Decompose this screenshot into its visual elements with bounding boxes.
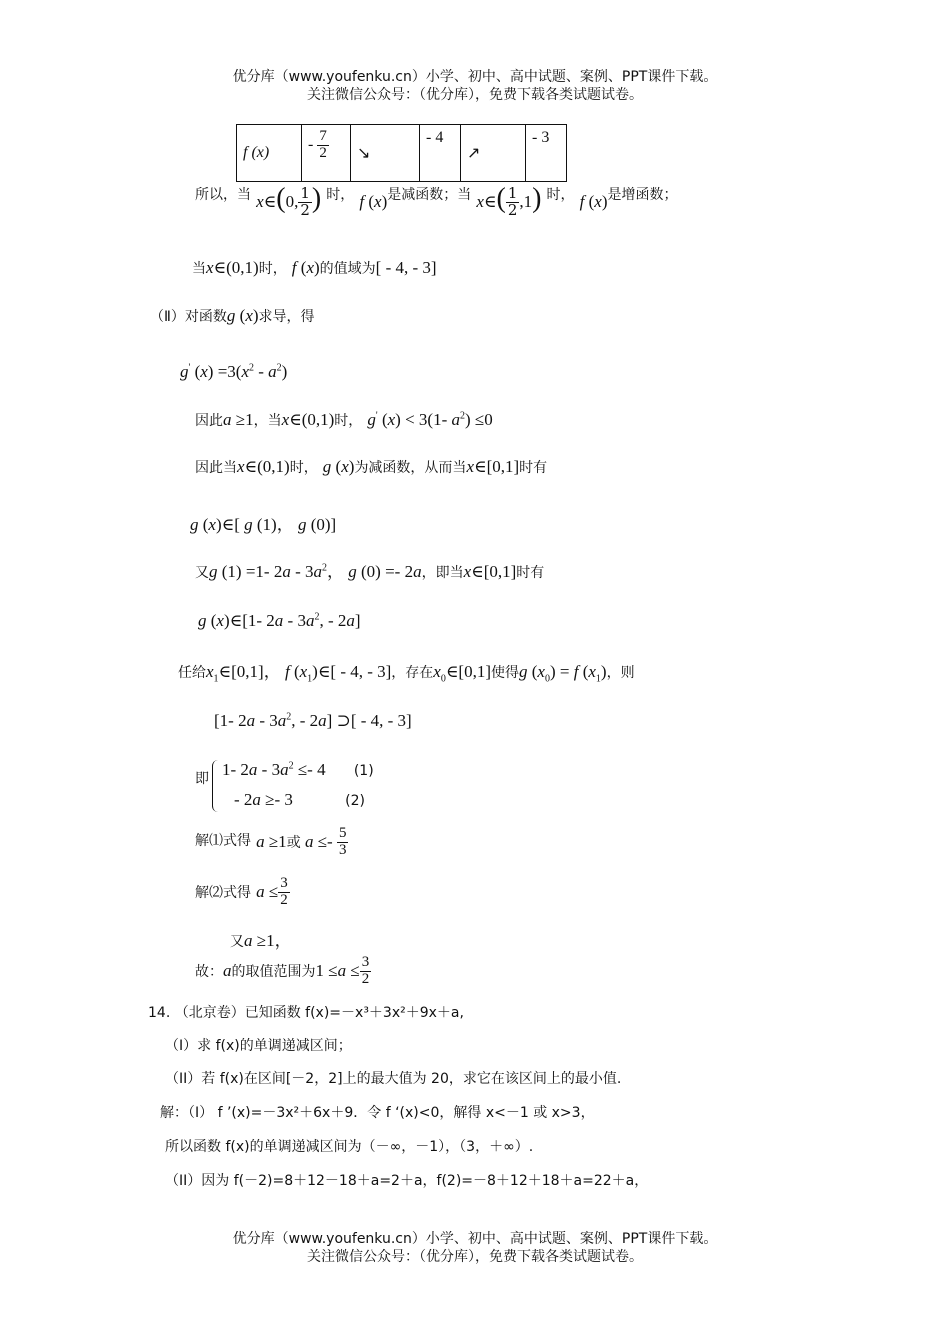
header-line-1: 优分库（www.youfenku.cn）小学、初中、高中试题、案例、PPT课件下载。	[232, 69, 718, 85]
text-suoyi: 所以，当	[195, 187, 251, 203]
text-you2: 又	[230, 934, 244, 950]
line-yincidang: 因此当x∈(0,1)时， g (x)为减函数，从而当x∈[0,1]时有	[195, 457, 548, 476]
text-increasing: 是增函数；	[607, 187, 678, 203]
system-line	[195, 760, 209, 787]
text-shiyou-2: 时有	[516, 565, 545, 581]
table-cell-label: f (x)	[237, 125, 302, 182]
problem14-solution-2: 所以函数 f(x)的单调递减区间为（－∞，－1），（3，＋∞）.	[165, 1139, 534, 1155]
value-table	[236, 124, 567, 182]
line-you2: 又a ≥1，	[230, 931, 292, 950]
problem14-solution-1: 解：（I） f ’(x)=－3x²＋6x＋9．令 f ‘(x)<0，解得 x<－1 或 x>3，	[160, 1105, 595, 1121]
text-range: 的值域为	[319, 261, 376, 277]
text-eq2: (2)	[345, 793, 366, 809]
table-v1-num: 7	[319, 128, 327, 144]
g-interval: g (x)∈[1- $2a - 3a^2$, - 2a]	[198, 611, 361, 630]
page-footer	[0, 1230, 950, 1266]
system-eq-2: - 2a ≥- 3 (2)	[234, 790, 366, 809]
text-yinci: 因此	[195, 413, 223, 429]
part2-intro: （Ⅱ）对函数g (x)求导，得	[150, 306, 315, 325]
text-you: 又	[195, 565, 209, 581]
problem14-title: 14. （北京卷）已知函数 f(x)=－x³＋3x²＋9x＋a,	[148, 1005, 464, 1021]
frac-three-halves-2: $\frac{3}{2}$	[361, 954, 370, 987]
range-line: 当x∈(0,1)时， f (x)的值域为[ - 4, - 3]	[192, 258, 437, 277]
text-ji: 即	[195, 771, 209, 787]
system-eq-1: 1- $2a - 3a^2 \le- 4$ (1)	[222, 760, 374, 779]
text-shi-4: 时，	[334, 413, 363, 429]
text-dang2: ，当	[253, 413, 282, 429]
text-weijian: 为减函数，从而当	[354, 460, 467, 476]
text-renji: 任给	[178, 665, 206, 681]
table-cell-v2: - 4	[420, 125, 461, 182]
table-cell-v3: - 3	[526, 125, 567, 182]
text-ze: ，则	[606, 665, 635, 681]
solve-1: 解⑴式得 a ≥1或 a ≤- $\frac{5}{3}$	[195, 825, 347, 858]
text-derivative: 求导，得	[258, 309, 315, 325]
text-shi-5: 时，	[289, 460, 318, 476]
text-shi-2: 时，	[546, 187, 575, 203]
solve-2: 解⑵式得 a ≤ $\frac{3}{2}$	[195, 875, 288, 908]
frac-half-2: $\frac{1}{2}$	[507, 184, 518, 219]
text-cunzai: ，存在	[391, 665, 434, 681]
frac-three-halves-1: $\frac{3}{2}$	[280, 875, 288, 908]
text-part2: （Ⅱ）对函数	[150, 309, 227, 325]
text-huo: 或	[286, 834, 301, 851]
superset-line: [1- $2a - 3a^2$, - 2a] ⊃[ - 4, - 3]	[214, 711, 412, 730]
frac-half-1: $\frac{1}{2}$	[300, 184, 310, 219]
table-v1-sign: -	[308, 135, 314, 153]
footer-line-2: 关注微信公众号：（优分库），免费下载各类试题试卷。	[307, 1249, 643, 1265]
g-range: g (x)∈[ g (1)， g (0)]	[190, 515, 337, 534]
problem14-solution-3: （II）因为 f(－2)=8＋12－18＋a=2＋a，f(2)=－8＋12＋18＋a=22＋a，	[165, 1173, 649, 1189]
line-yinci: 因此a ≥1，当x∈(0,1)时， g' (x) < 3(1- $a^2) \le 0$	[195, 410, 493, 429]
line-you: 又g (1) =1- $2a - 3a^2$， g (0) =- 2a，即当x∈[0,1]时有	[195, 562, 545, 581]
table-cell-arrow-up: ↗	[461, 125, 526, 182]
text-jie1: 解⑴式得	[195, 832, 251, 849]
text-gu: 故：	[195, 963, 223, 980]
derivative-formula: g' $(x) =3(x^2 - a^2)$	[180, 362, 288, 381]
line-renji: 任给$x_1\in[0,1]$， f $(x_1)\in[ - 4$, - 3]，存在$x_0\in[0,1]$使得g $(x_0) = f$ $(x_1)$，则	[178, 662, 635, 685]
table-v1-fraction	[317, 129, 329, 162]
problem14-q2: （II）若 f(x)在区间[－2，2]上的最大值为 20，求它在该区间上的最小值.	[165, 1071, 622, 1087]
text-shiyou-1: 时有	[519, 460, 548, 476]
text-jidang: ，即当	[421, 565, 464, 581]
table-v1-den: 2	[319, 144, 327, 161]
header-line-2: 关注微信公众号：（优分库），免费下载各类试题试卷。	[307, 87, 643, 103]
text-shi-3: 时，	[258, 261, 287, 277]
page-header	[0, 68, 950, 104]
text-decreasing: 是减函数；当	[387, 187, 472, 203]
table-cell-arrow-down: ↘	[351, 125, 420, 182]
frac-five-thirds: $\frac{5}{3}$	[338, 825, 347, 858]
conclusion: 故：a的取值范围为1 ≤a ≤ $\frac{3}{2}$	[195, 954, 370, 987]
problem14-q1: （I）求 f(x)的单调递减区间；	[165, 1038, 352, 1054]
monotonic-line: 所以，当 x∈(0, $\frac{1}{2}$ ) 时， f (x)是减函数；当 x∈( $\frac{1}{2}$ ,1) 时， f (x)是增函数；	[195, 183, 678, 219]
footer-line-1: 优分库（www.youfenku.cn）小学、初中、高中试题、案例、PPT课件下载。	[232, 1231, 718, 1247]
text-eq1: (1)	[353, 763, 374, 779]
system-brace	[212, 760, 221, 812]
table-cell-v1	[302, 125, 351, 182]
text-jie2: 解⑵式得	[195, 884, 251, 901]
text-shi-1: 时，	[326, 187, 355, 203]
text-quzhi: 的取值范围为	[231, 963, 316, 980]
text-shide: 使得	[491, 665, 519, 681]
text-yincidang: 因此当	[195, 460, 237, 476]
text-dang: 当	[192, 261, 206, 277]
